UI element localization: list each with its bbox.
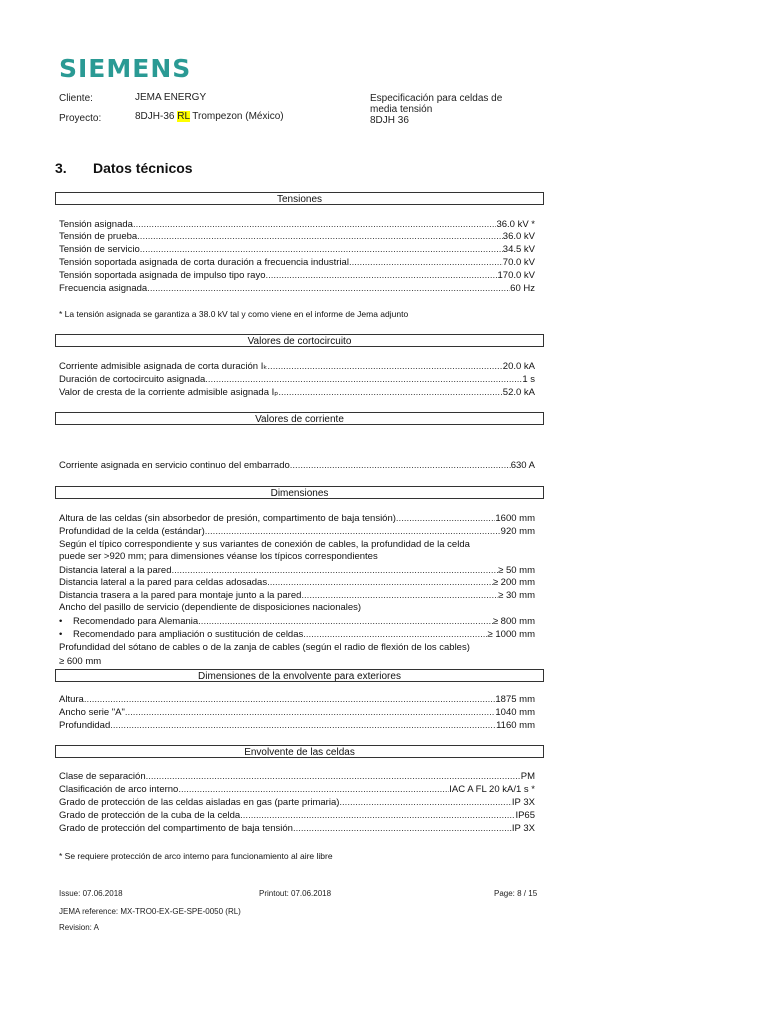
project-label: Proyecto:: [59, 113, 102, 124]
row-profundidad: Profundidad ..... 1160 mm: [59, 720, 535, 732]
text-ancho-pasillo: Ancho del pasillo de servicio (dependiente de disposiciones nacionales): [59, 602, 362, 613]
row-tension-impulso: Tensión soportada asignada de impulso tipo rayo ..... 170.0 kV: [59, 270, 535, 282]
section-heading: 3. Datos técnicos: [55, 160, 193, 176]
spec-title: Especificación para celdas de media tensión 8DJH 36: [370, 93, 503, 126]
footer-reference: JEMA reference: MX-TRO0-EX-GE-SPE-0050 (RL): [59, 907, 241, 916]
box-envolvente-celdas: Envolvente de las celdas: [55, 745, 544, 758]
row-tension-asignada: Tensión asignada ..... 36.0 kV *: [59, 219, 535, 231]
note-tension: * La tensión asignada se garantiza a 38.0 kV tal y como viene en el informe de Jema adjunto: [59, 309, 409, 319]
box-corriente: Valores de corriente: [55, 412, 544, 425]
row-frecuencia: Frecuencia asignada ..... 60 Hz: [59, 283, 535, 295]
row-arco-interno: Clasificación de arco interno ..... IAC A FL 20 kA/1 s *: [59, 784, 535, 796]
client-label: Cliente:: [59, 93, 93, 104]
footer-revision: Revision: A: [59, 923, 100, 932]
text-profundidad-sotano: Profundidad del sótano de cables o de la zanja de cables (según el radio de flexión de los cables): [59, 642, 470, 653]
row-duracion-cc: Duración de cortocircuito asignada ..... 1 s: [59, 374, 535, 386]
row-cresta: Valor de cresta de la corriente admisible asignada Iₚ ..... 52.0 kA: [59, 387, 535, 399]
row-tension-corta: Tensión soportada asignada de corta duración a frecuencia industrial ..... 70.0 kV: [59, 257, 535, 269]
text-puede-ser: puede ser >920 mm; para dimensiones véanse los típicos correspondientes: [59, 551, 378, 562]
text-600mm: ≥ 600 mm: [59, 656, 102, 667]
row-corriente-corta: Corriente admisible asignada de corta duración Iₖ ..... 20.0 kA: [59, 361, 535, 373]
row-tension-prueba: Tensión de prueba ..... 36.0 kV: [59, 231, 535, 243]
row-ancho-serie: Ancho serie "A" ..... 1040 mm: [59, 707, 535, 719]
box-envolvente-exteriores: Dimensiones de la envolvente para exteriores: [55, 669, 544, 682]
row-recomendado-ampliacion: • Recomendado para ampliación o sustitución de celdas ..... ≥ 1000 mm: [59, 629, 535, 641]
row-distancia-lateral: Distancia lateral a la pared ..... ≥ 50 mm: [59, 565, 535, 577]
row-distancia-trasera: Distancia trasera a la pared para montaje junto a la pared ..... ≥ 30 mm: [59, 590, 535, 602]
project-value: 8DJH-36 RL Trompezon (México): [135, 111, 284, 122]
row-tension-servicio: Tensión de servicio ..... 34.5 kV: [59, 244, 535, 256]
project-highlight: RL: [177, 111, 190, 122]
footer-printout: Printout: 07.06.2018: [259, 889, 332, 898]
box-dimensiones: Dimensiones: [55, 486, 544, 499]
note-arco: * Se requiere protección de arco interno para funcionamiento al aire libre: [59, 851, 333, 861]
row-clase-separacion: Clase de separación ..... PM: [59, 771, 535, 783]
row-altura-celdas: Altura de las celdas (sin absorbedor de presión, compartimento de baja tensión) ..... 1600 mm: [59, 513, 535, 525]
footer-page: Page: 8 / 15: [494, 889, 538, 898]
box-cortocircuito: Valores de cortocircuito: [55, 334, 544, 347]
row-recomendado-alemania: • Recomendado para Alemania ..... ≥ 800 mm: [59, 616, 535, 628]
row-distancia-adosadas: Distancia lateral a la pared para celdas adosadas ..... ≥ 200 mm: [59, 577, 535, 589]
text-segun-tipico: Según el típico correspondiente y sus variantes de conexión de cables, la profundidad de la celda: [59, 539, 470, 550]
footer-issue: Issue: 07.06.2018: [59, 889, 123, 898]
row-proteccion-cuba: Grado de protección de la cuba de la celda ..... IP65: [59, 810, 535, 822]
row-altura: Altura ..... 1875 mm: [59, 694, 535, 706]
row-proteccion-baja: Grado de protección del compartimento de baja tensión ..... IP 3X: [59, 823, 535, 835]
client-value: JEMA ENERGY: [135, 92, 207, 103]
box-tensiones: Tensiones: [55, 192, 544, 205]
row-profundidad-celda: Profundidad de la celda (estándar) ..... 920 mm: [59, 526, 535, 538]
row-corriente-embarrado: Corriente asignada en servicio continuo del embarrado ..... 630 A: [59, 460, 535, 472]
row-proteccion-gas: Grado de protección de las celdas aisladas en gas (parte primaria) ..... IP 3X: [59, 797, 535, 809]
siemens-logo: SIEMENS: [59, 54, 192, 83]
